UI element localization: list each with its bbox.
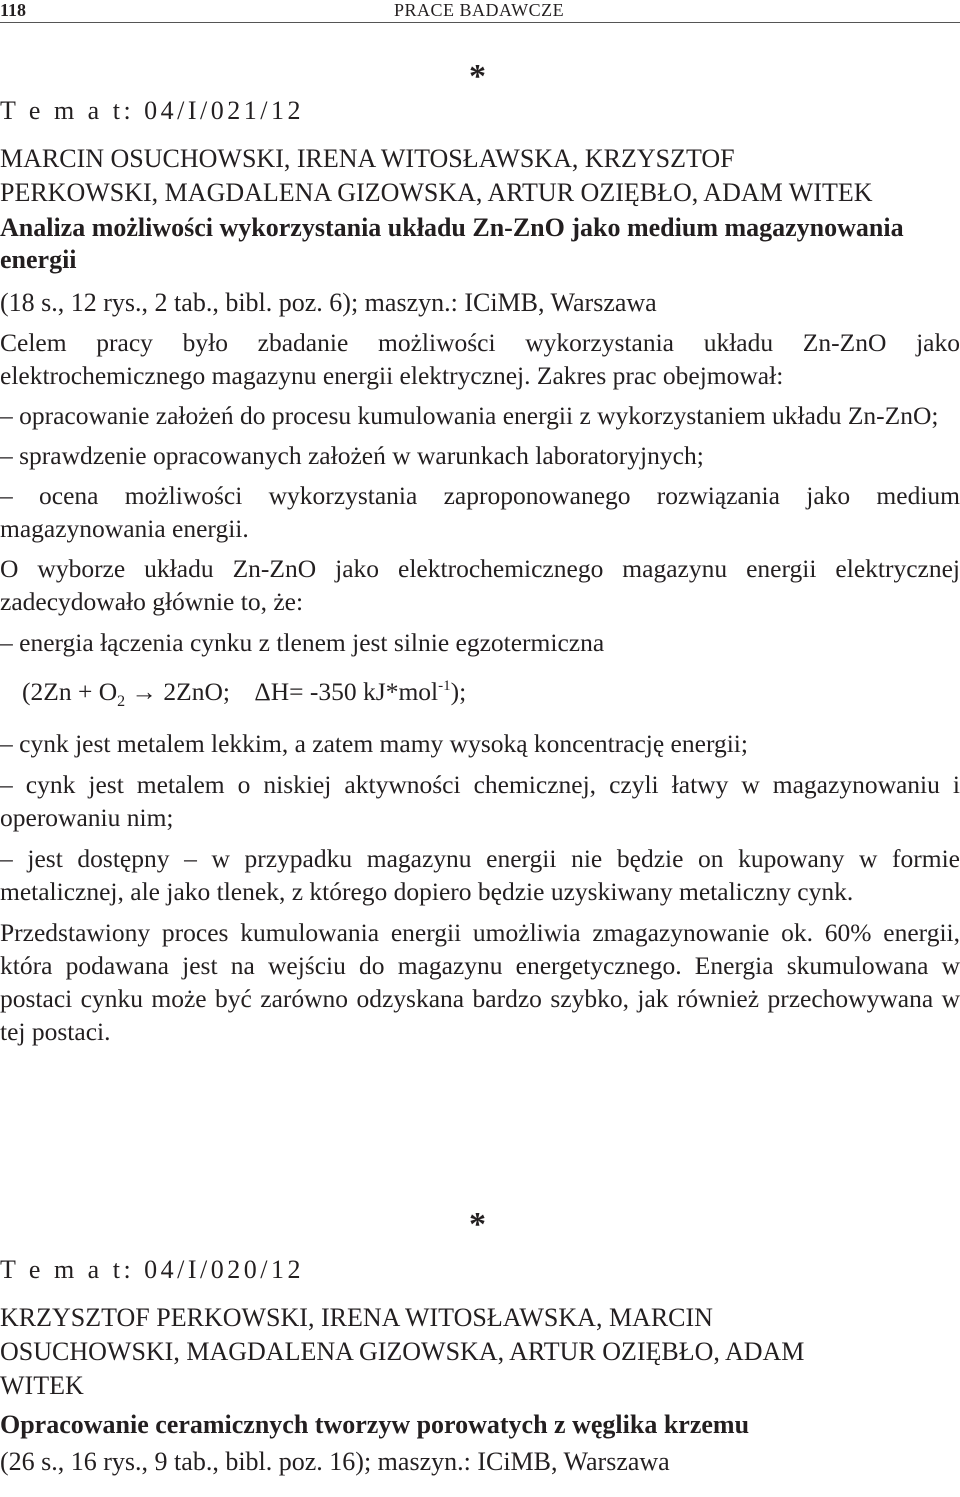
section-separator-star: * — [469, 58, 486, 95]
scope-item: – sprawdzenie opracowanych założeń w warunkach laboratoryjnych; — [0, 441, 704, 470]
entry-1-reason-intro: O wyborze układu Zn-ZnO jako elektrochemicznego magazynu energii elektrycznej zadecydowało głównie to, że: — [0, 554, 960, 616]
entry-2-meta: (26 s., 16 rys., 9 tab., bibl. poz. 16); maszyn.: ICiMB, Warszawa — [0, 1447, 670, 1476]
entry-1-topic: T e m a t: 04/I/021/12 — [0, 96, 304, 125]
entry-2 — [0, 1255, 960, 1477]
entry-1-meta: (18 s., 12 rys., 2 tab., bibl. poz. 6); maszyn.: ICiMB, Warszawa — [0, 288, 657, 317]
running-head: PRACE BADAWCZE — [394, 0, 565, 20]
reaction-arrow: → — [131, 677, 157, 706]
scope-item: – ocena możliwości wykorzystania zaproponowanego rozwiązania jako medium magazynowania energii. — [0, 481, 960, 543]
formula-enthalpy: ΔH= -350 kJ*mol — [254, 677, 439, 706]
reason-item: – cynk jest metalem o niskiej aktywności chemicznej, czyli łatwy w magazynowaniu i operowaniu nim; — [0, 770, 960, 832]
formula-close: ); — [450, 677, 467, 706]
reaction-formula — [0, 669, 960, 719]
entry-2-topic: T e m a t: 04/I/020/12 — [0, 1255, 304, 1284]
formula-subscript: 2 — [117, 693, 126, 710]
reason-item: – energia łączenia cynku z tlenem jest silnie egzotermiczna — [0, 628, 605, 657]
reason-item: – jest dostępny – w przypadku magazynu energii nie będzie on kupowany w formie metalicznej, ale jako tlenek, z którego dopiero będzie uzyskiwany metaliczny cynk. — [0, 844, 960, 906]
page-number: 118 — [0, 0, 27, 20]
formula-reactants: (2Zn + O — [22, 677, 118, 706]
scope-item: – opracowanie założeń do procesu kumulowania energii z wykorzystaniem układu Zn-ZnO; — [0, 401, 939, 430]
formula-superscript: -1 — [438, 678, 451, 694]
entry-1-title: Analiza możliwości wykorzystania układu Zn-ZnO jako medium magazynowania energii — [0, 213, 904, 274]
entry-1 — [0, 96, 960, 1048]
entry-2-title: Opracowanie ceramicznych tworzyw porowatych z węglika krzemu — [0, 1410, 750, 1439]
page-header — [0, 0, 960, 23]
entry-2-authors: KRZYSZTOF PERKOWSKI, IRENA WITOSŁAWSKA, MARCIN OSUCHOWSKI, MAGDALENA GIZOWSKA, ARTUR OZIĘBŁO, ADAM WITEK — [0, 1303, 805, 1400]
entry-1-authors: MARCIN OSUCHOWSKI, IRENA WITOSŁAWSKA, KRZYSZTOF PERKOWSKI, MAGDALENA GIZOWSKA, ARTUR OZIĘBŁO, ADAM WITEK — [0, 144, 873, 207]
entry-1-conclusion: Przedstawiony proces kumulowania energii umożliwia zmagazynowanie ok. 60% energii, która podawana jest na wejściu do magazynu energetycznego. Energia skumulowana w postaci cynku może być zarówno odzyskana bardzo szybko, jak również przechowywana w tej postaci. — [0, 918, 960, 1046]
reason-item: – cynk jest metalem lekkim, a zatem mamy wysoką koncentrację energii; — [0, 729, 748, 758]
section-separator-star: * — [469, 1206, 486, 1243]
formula-product: 2ZnO; — [163, 677, 230, 706]
entry-1-intro: Celem pracy było zbadanie możliwości wykorzystania układu Zn-ZnO jako elektrochemicznego magazynu energii elektrycznej. Zakres prac obejmował: — [0, 328, 960, 390]
